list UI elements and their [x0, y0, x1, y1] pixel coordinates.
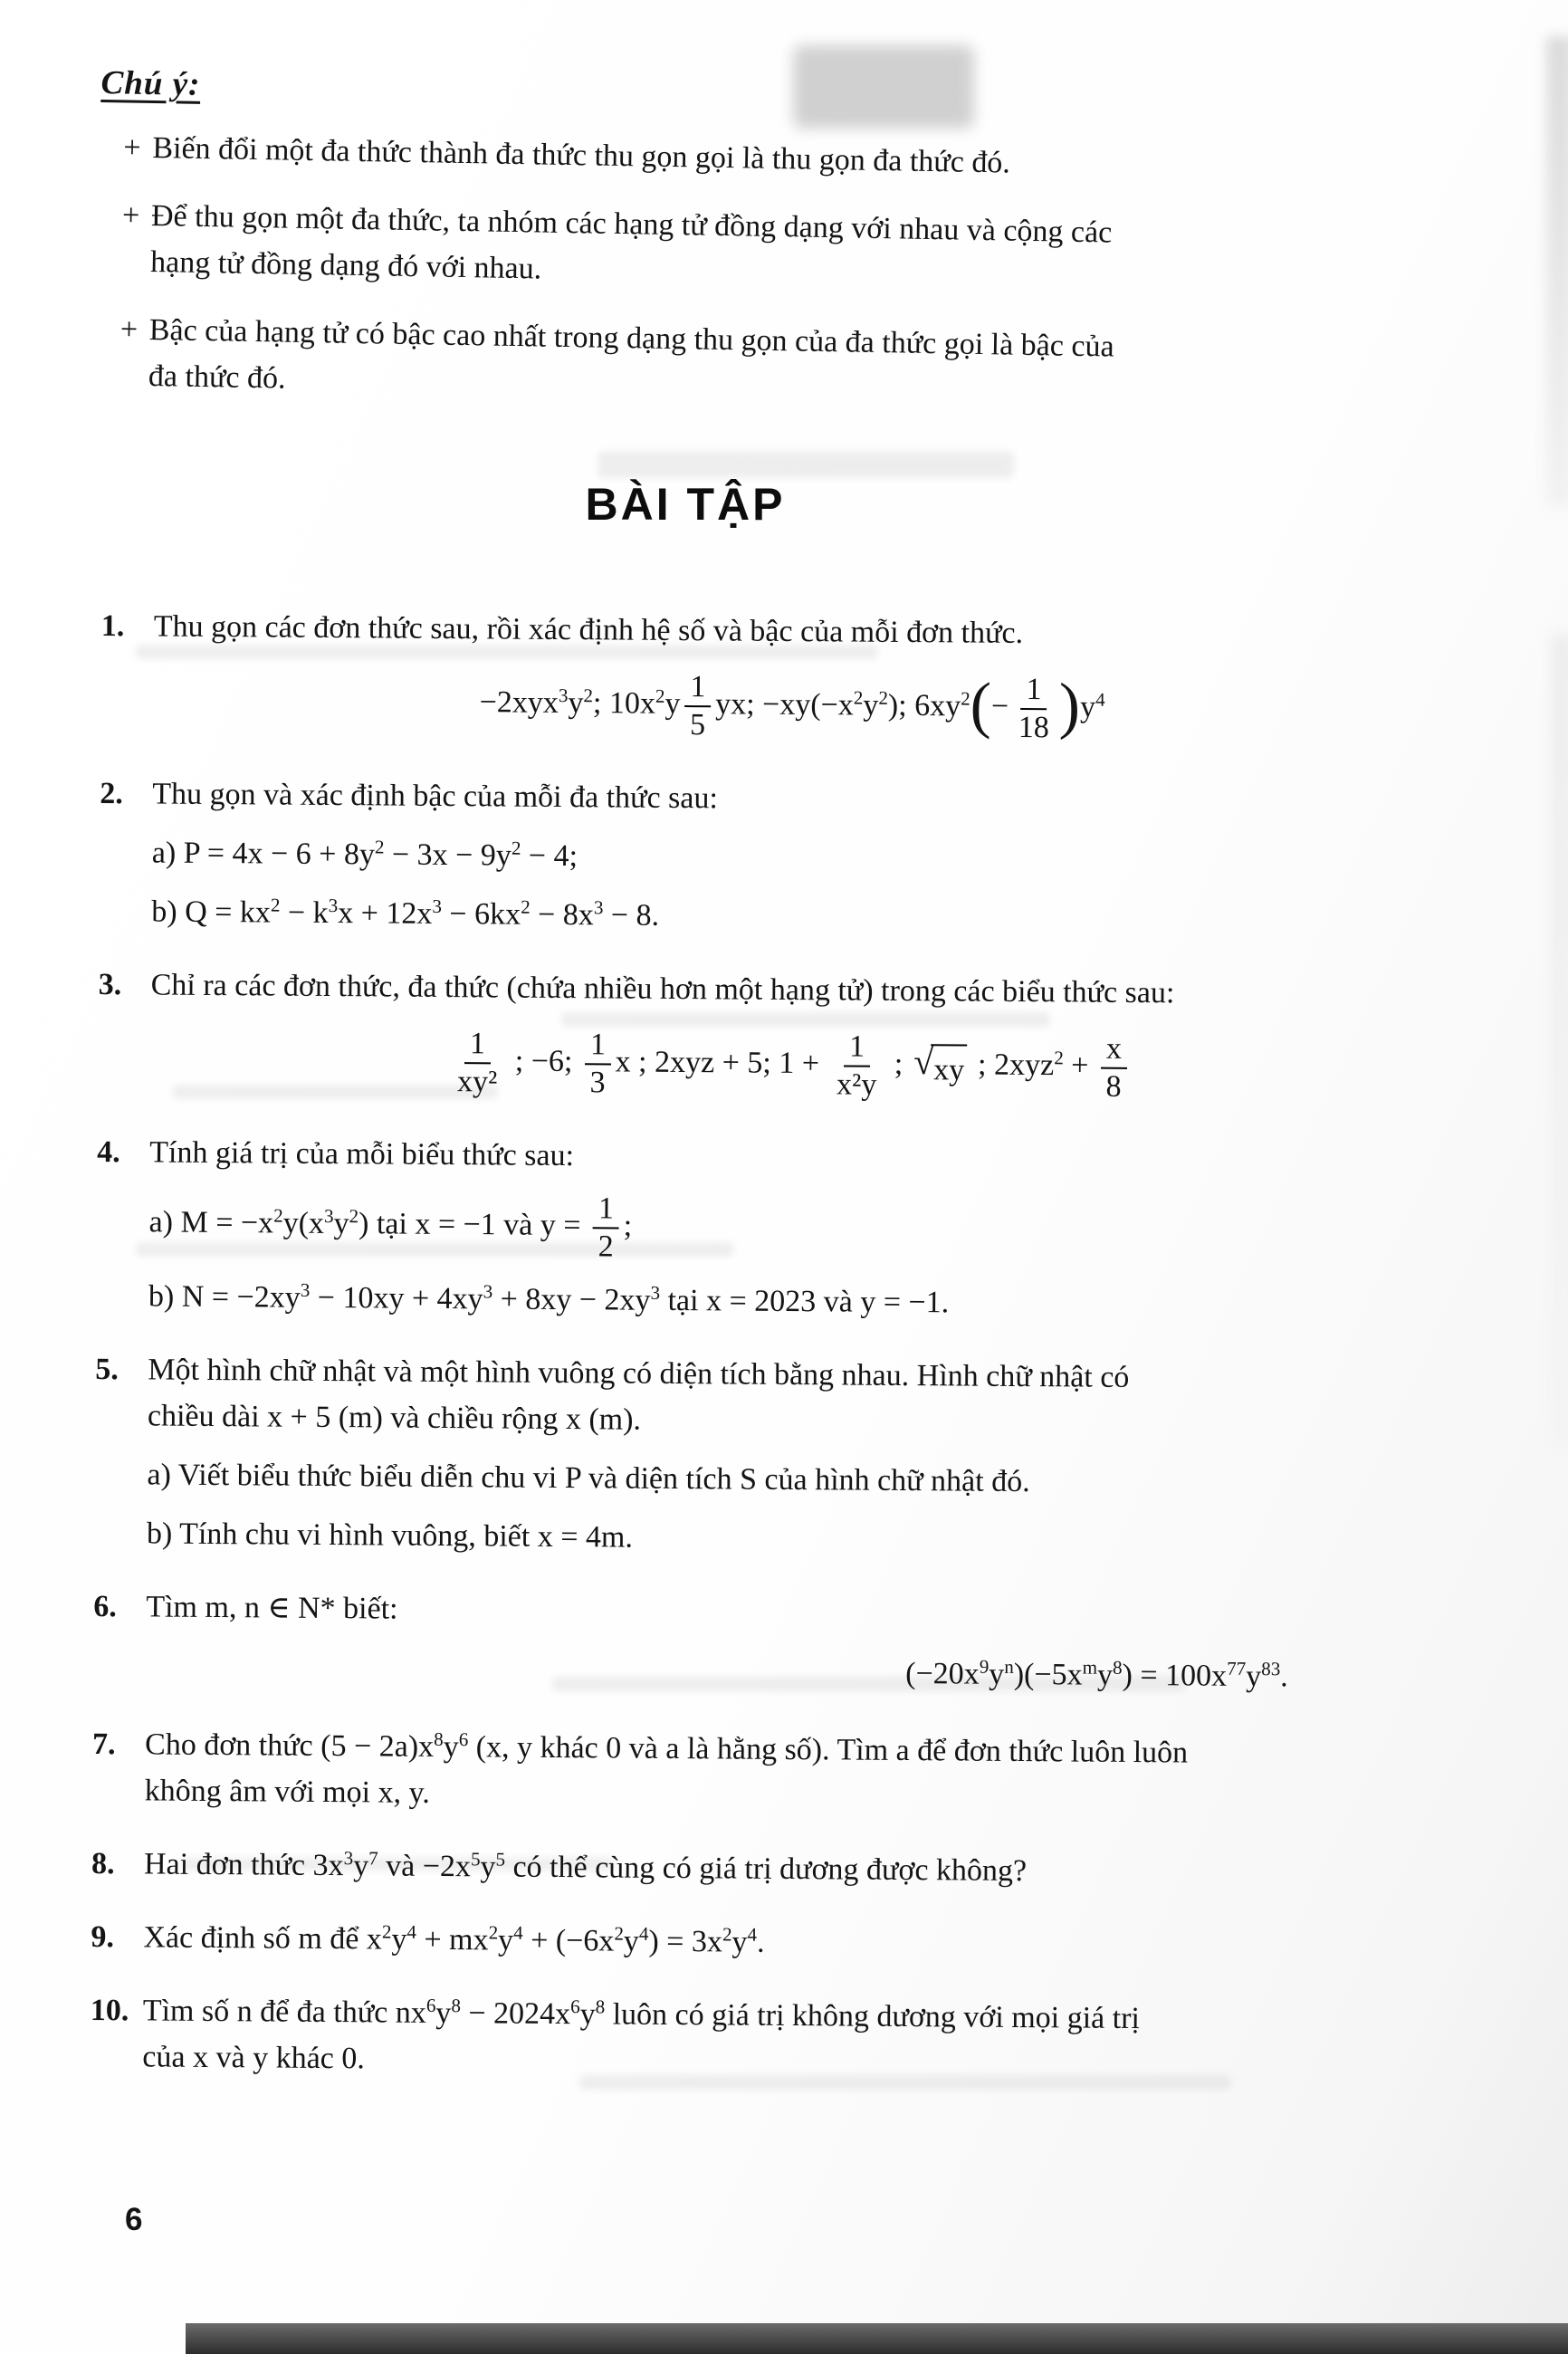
plus-marker: +: [121, 198, 140, 233]
problem-7: [91, 1721, 1423, 1824]
page-number: 6: [125, 2202, 143, 2237]
note-bullet: [100, 124, 1431, 194]
text-line: không âm với mọi x, y.: [144, 1774, 430, 1811]
text-line: đa thức đó.: [148, 359, 286, 396]
text-line: Hai đơn thức $3x^3y^7$ và $-2x^5y^5$ có thể cùng có giá trị dương được không?: [143, 1847, 1028, 1889]
problem-number: 6.: [93, 1590, 117, 1624]
problem-body: [146, 1584, 1425, 1705]
problem-list: [90, 603, 1432, 2091]
text-line: Biến đổi một đa thức thành đa thức thu gọn gọi là thu gọn đa thức đó.: [152, 131, 1011, 180]
text-line: Xác định số m để $x^2y^4 + mx^2y^4 + (-6x^2y^4) = 3x^2y^4$.: [143, 1920, 765, 1960]
problem-3: [98, 962, 1429, 1113]
math-expression: $(-20x^9y^n)(-5x^my^8) = 100x^{77}y^{83}$.: [905, 1655, 1288, 1694]
problem-1: [100, 603, 1432, 754]
scan-artifact-bottom-bar: [186, 2323, 1568, 2354]
text-line: chiều dài x + 5 (m) và chiều rộng x (m).: [147, 1399, 642, 1438]
problem-number: 1.: [100, 608, 125, 644]
problem-number: 8.: [91, 1847, 115, 1881]
problem-body: [147, 1347, 1427, 1567]
sub-item-a: a) Viết biểu thức biểu diễn chu vi P và diện tích S của hình chữ nhật đó.: [147, 1458, 1030, 1499]
problem-body: [142, 1988, 1421, 2091]
text-line: Cho đơn thức $(5 - 2a)x^8y^6$ (x, y khác 0 và a là hằng số). Tìm a để đơn thức luôn luôn: [144, 1727, 1189, 1770]
note-section: [96, 63, 1432, 422]
note-bullet-text: [152, 125, 1010, 187]
problem-number: 5.: [95, 1353, 119, 1387]
math-expression: $\frac{1}{\text{xy²}}$ ; −6; $\frac{1}{3}$ x ; 2xyz + 5; 1 + $\frac{1}{\text{x²y}}$ ; √ xy ; 2xyz$^2$ + $\frac{x}{8}$: [150, 1025, 1429, 1107]
problem-number: 2.: [100, 777, 123, 811]
sub-item-a: a) $M = -x^2y(x^3y^2)$ tại x = −1 và y = $\frac{1}{2}$ ;: [148, 1191, 633, 1264]
text-line: hạng tử đồng dạng đó với nhau.: [149, 244, 542, 286]
math-expression: $-2xyx^3y^2$; $10x^2y$ $\frac{1}{5}$ yx; $-xy(-x^2y^2)$; $6xy^2(-$ $\frac{1}{18}$ )$y^4$: [479, 670, 1105, 745]
problem-title: Tìm m, n ∈ N* biết:: [146, 1590, 398, 1627]
problem-body: [143, 1915, 1421, 1971]
sub-item-a: a) $P = 4x - 6 + 8y^2 - 3x - 9y^2 - 4$;: [151, 836, 578, 874]
note-heading: Chú ý:: [100, 63, 201, 103]
problem-number: 10.: [90, 1994, 129, 2028]
problem-body: [153, 603, 1432, 753]
problem-2: [99, 770, 1430, 945]
sub-item-b: b) $Q = kx^2 - k^3x + 12x^3 - 6kx^2 - 8x^3 - 8$.: [151, 894, 660, 933]
problem-body: [151, 771, 1430, 945]
text-line: Để thu gọn một đa thức, ta nhóm các hạng tử đồng dạng với nhau và cộng các: [150, 198, 1113, 250]
section-heading: BÀI TẬP: [585, 479, 786, 530]
problem-8: [91, 1841, 1422, 1898]
note-bullet-text: [150, 193, 1113, 302]
problem-title: Tính giá trị của mỗi biểu thức sau:: [149, 1135, 575, 1173]
problem-9: [91, 1914, 1421, 1971]
problem-body: [144, 1842, 1422, 1898]
problem-body: [148, 1130, 1429, 1330]
problem-5: [94, 1346, 1427, 1567]
problem-title: Chỉ ra các đơn thức, đa thức (chứa nhiều hơn một hạng tử) trong các biểu thức sau:: [150, 968, 1175, 1010]
text-line: Bậc của hạng tử có bậc cao nhất trong dạng thu gọn của đa thức gọi là bậc của: [148, 312, 1114, 364]
sub-item-b: b) $N = -2xy^3 - 10xy + 4xy^3 + 8xy - 2xy^3$ tại x = 2023 và y = −1.: [148, 1278, 950, 1320]
page-content: [90, 63, 1432, 2080]
note-bullet: [96, 306, 1429, 422]
problem-title: Thu gọn các đơn thức sau, rồi xác định hệ số và bậc của mỗi đơn thức.: [153, 609, 1024, 650]
text-line: Tìm số n để đa thức $nx^6y^8 - 2024x^6y^8$ luôn có giá trị không dương với mọi giá trị: [142, 1994, 1141, 2036]
problem-title: Thu gọn và xác định bậc của mỗi đa thức sau:: [152, 777, 719, 816]
plus-marker: +: [123, 130, 141, 165]
scan-artifact: [1552, 634, 1568, 1449]
problem-body: [144, 1722, 1423, 1824]
plus-marker: +: [120, 312, 139, 347]
problem-10: [90, 1987, 1421, 2091]
problem-number: 3.: [98, 968, 122, 1002]
problem-number: 9.: [91, 1920, 115, 1955]
problem-number: 7.: [91, 1727, 116, 1762]
sub-item-b: b) Tính chu vi hình vuông, biết x = 4m.: [146, 1517, 634, 1555]
problem-body: [150, 962, 1429, 1113]
text-line: của x và y khác 0.: [142, 2040, 365, 2076]
problem-6: [93, 1584, 1425, 1705]
text-line: Một hình chữ nhật và một hình vuông có diện tích bằng nhau. Hình chữ nhật có: [148, 1353, 1130, 1395]
problem-4: [96, 1129, 1429, 1330]
note-bullet: [98, 192, 1430, 308]
problem-number: 4.: [97, 1135, 120, 1170]
note-bullet-text: [148, 307, 1115, 416]
scan-artifact: [1546, 36, 1568, 507]
